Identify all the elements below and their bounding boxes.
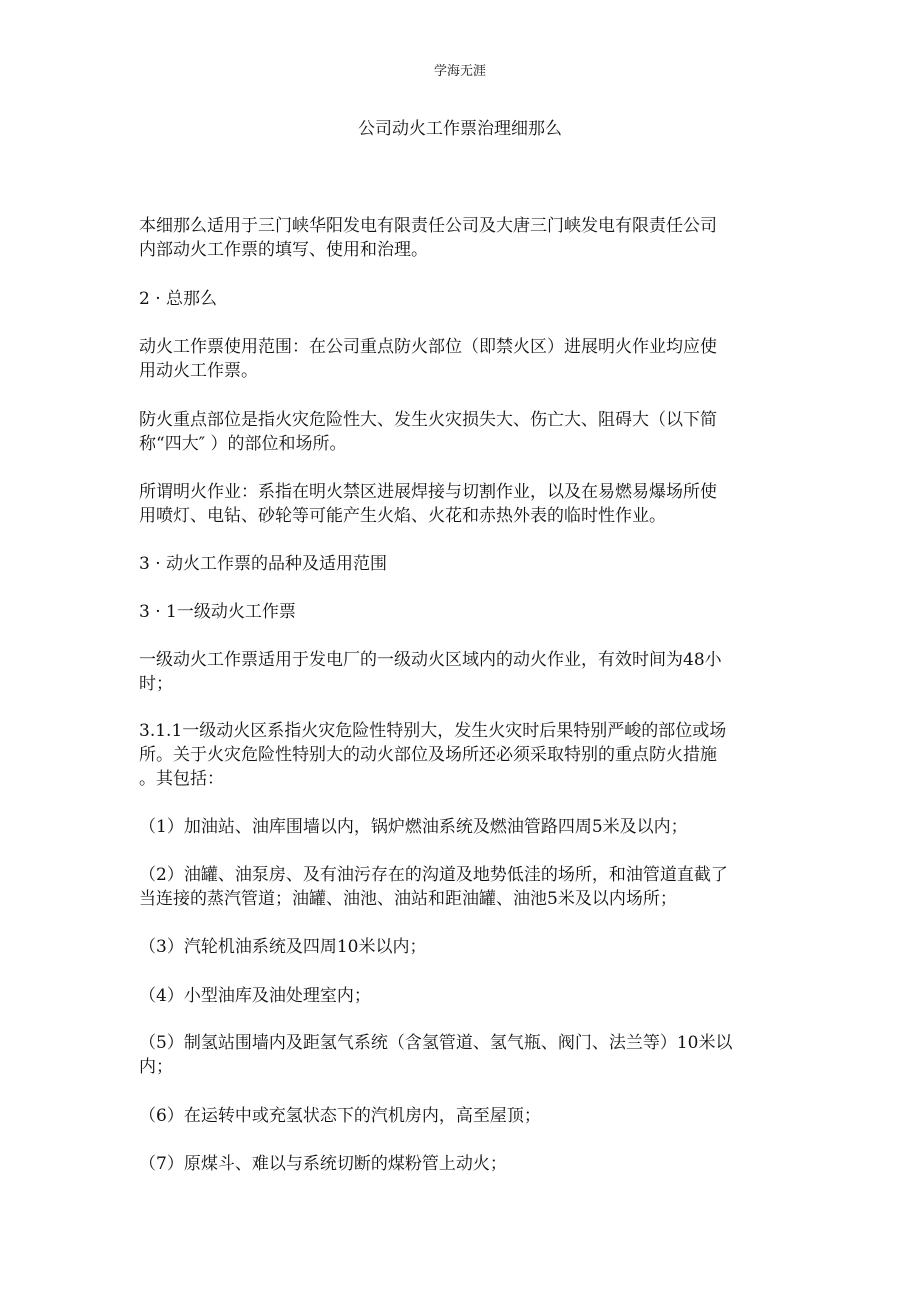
text-line: （7）原煤斗、难以与系统切断的煤粉管上动火； [139,1154,507,1174]
page-header: 学海无涯 [433,64,486,79]
text-line: 用动火工作票。 [139,361,258,381]
list-item-4 [139,984,789,1008]
text-line: 3 · 动火工作票的品种及适用范围 [139,554,388,574]
text-line: 。其包括： [139,769,224,789]
section-heading-level1 [139,600,789,624]
paragraph-scope [139,214,789,262]
section-heading-types [139,552,789,576]
text-line: 一级动火工作票适用于发电厂的一级动火区域内的动火作业，有效时间为48小 [139,650,722,670]
paragraph-open-flame [139,480,789,528]
text-line: 3.1.1一级动火区系指火灾危险性特别大，发生火灾时后果特别严峻的部位或场 [139,721,727,741]
paragraph-usage-range [139,335,789,383]
paragraph-level1-area [139,719,789,791]
list-item-6 [139,1104,789,1128]
list-item-7 [139,1152,789,1176]
text-line: 本细那么适用于三门峡华阳发电有限责任公司及大唐三门峡发电有限责任公司 [139,216,717,236]
paragraph-key-parts [139,408,789,456]
text-line: 称“四大″ ）的部位和场所。 [139,434,347,454]
text-line: 用喷灯、电钻、砂轮等可能产生火焰、火花和赤热外表的临时性作业。 [139,506,666,526]
list-item-3 [139,935,789,959]
document-title: 公司动火工作票治理细那么 [358,119,562,139]
text-line: 时； [139,674,173,694]
text-line: （2）油罐、油泵房、及有油污存在的沟道及地势低洼的场所，和油管道直截了 [139,865,728,885]
text-line: 2 · 总那么 [139,289,218,309]
text-line: 所谓明火作业：系指在明火禁区进展焊接与切割作业，以及在易燃易爆场所使 [139,482,717,502]
text-line: 内部动火工作票的填写、使用和治理。 [139,240,428,260]
text-line: （1）加油站、油库围墙以内，锅炉燃油系统及燃油管路四周5米及以内； [139,817,688,837]
text-line: 内； [139,1057,173,1077]
text-line: 防火重点部位是指火灾危险性大、发生火灾损失大、伤亡大、阻碍大（以下简 [139,410,717,430]
text-line: 所。关于火灾危险性特别大的动火部位及场所还必须采取特别的重点防火措施 [139,745,717,765]
text-line: 3 · 1一级动火工作票 [139,602,296,622]
list-item-2 [139,863,789,911]
list-item-5 [139,1031,789,1079]
text-line: （4）小型油库及油处理室内； [139,986,371,1006]
text-line: 动火工作票使用范围：在公司重点防火部位（即禁火区）进展明火作业均应使 [139,337,717,357]
text-line: （5）制氢站围墙内及距氢气系统（含氢管道、氢气瓶、阀门、法兰等）10米以 [139,1033,733,1053]
paragraph-level1-scope [139,648,789,696]
section-heading-general [139,287,789,311]
text-line: （6）在运转中或充氢状态下的汽机房内，高至屋顶； [139,1106,541,1126]
list-item-1 [139,815,789,839]
text-line: 当连接的蒸汽管道；油罐、油池、油站和距油罐、油池5米及以内场所； [139,889,677,909]
text-line: （3）汽轮机油系统及四周10米以内； [139,937,427,957]
